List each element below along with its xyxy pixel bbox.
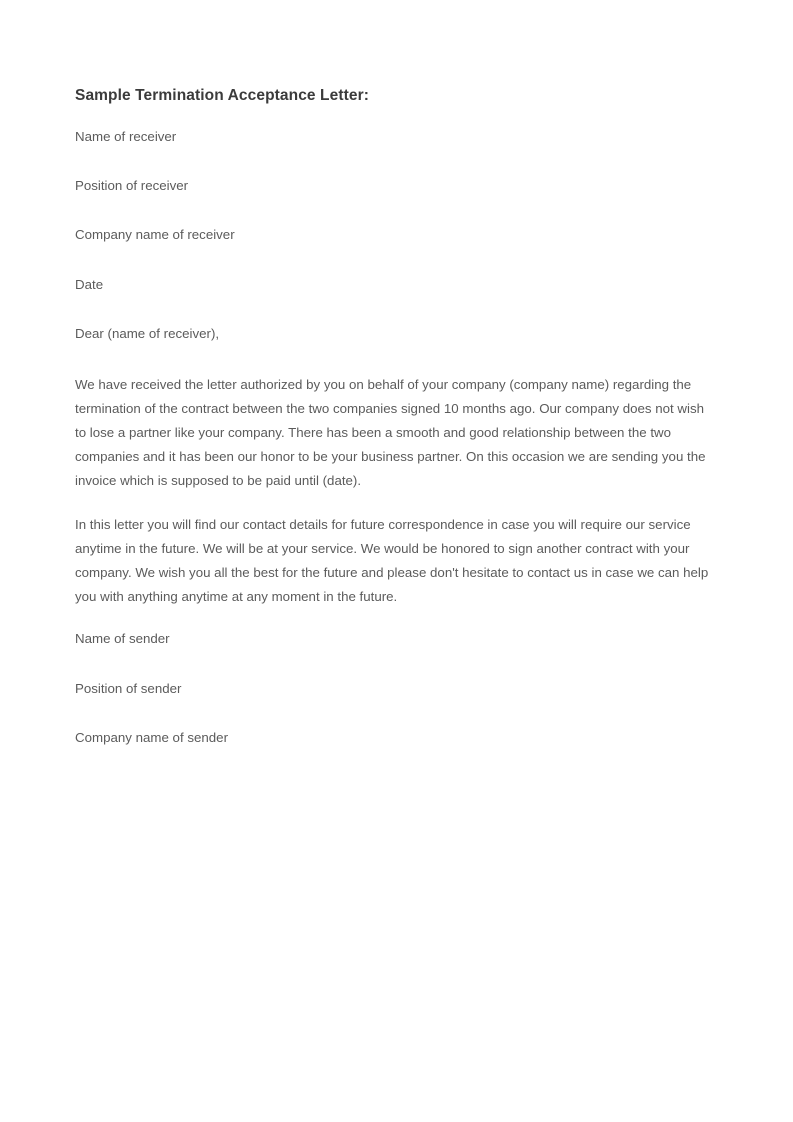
recipient-name: Name of receiver: [75, 128, 177, 144]
recipient-position: Position of receiver: [75, 178, 189, 194]
sender-company: Company name of sender: [75, 729, 228, 745]
page-title: Sample Termination Acceptance Letter:: [75, 87, 369, 104]
sender-position: Position of sender: [75, 680, 182, 696]
body-paragraph-1: We have received the letter authorized by you on behalf of your company (company name) regarding the termination of the contract between the two companies signed 10 months ago. Our company does not wish to lose a partner like your company. There has been a smooth and good relationship between the two companies and it has been our honor to be your business partner. On this occasion we are sending you the invoice which is supposed to be paid until (date).: [75, 377, 706, 489]
letter-body: [75, 86, 715, 747]
sender-name: Name of sender: [75, 631, 170, 647]
body-paragraph-2: In this letter you will find our contact details for future correspondence in case you will require our service anytime in the future. We will be at your service. We would be honored to sign another contract with your company. We wish you all the best for the future and please don't hesitate to contact us in case we can help you with anything anytime at any moment in the future.: [75, 517, 709, 605]
recipient-company: Company name of receiver: [75, 227, 235, 243]
letter-date: Date: [75, 276, 104, 292]
salutation: Dear (name of receiver),: [75, 325, 220, 341]
